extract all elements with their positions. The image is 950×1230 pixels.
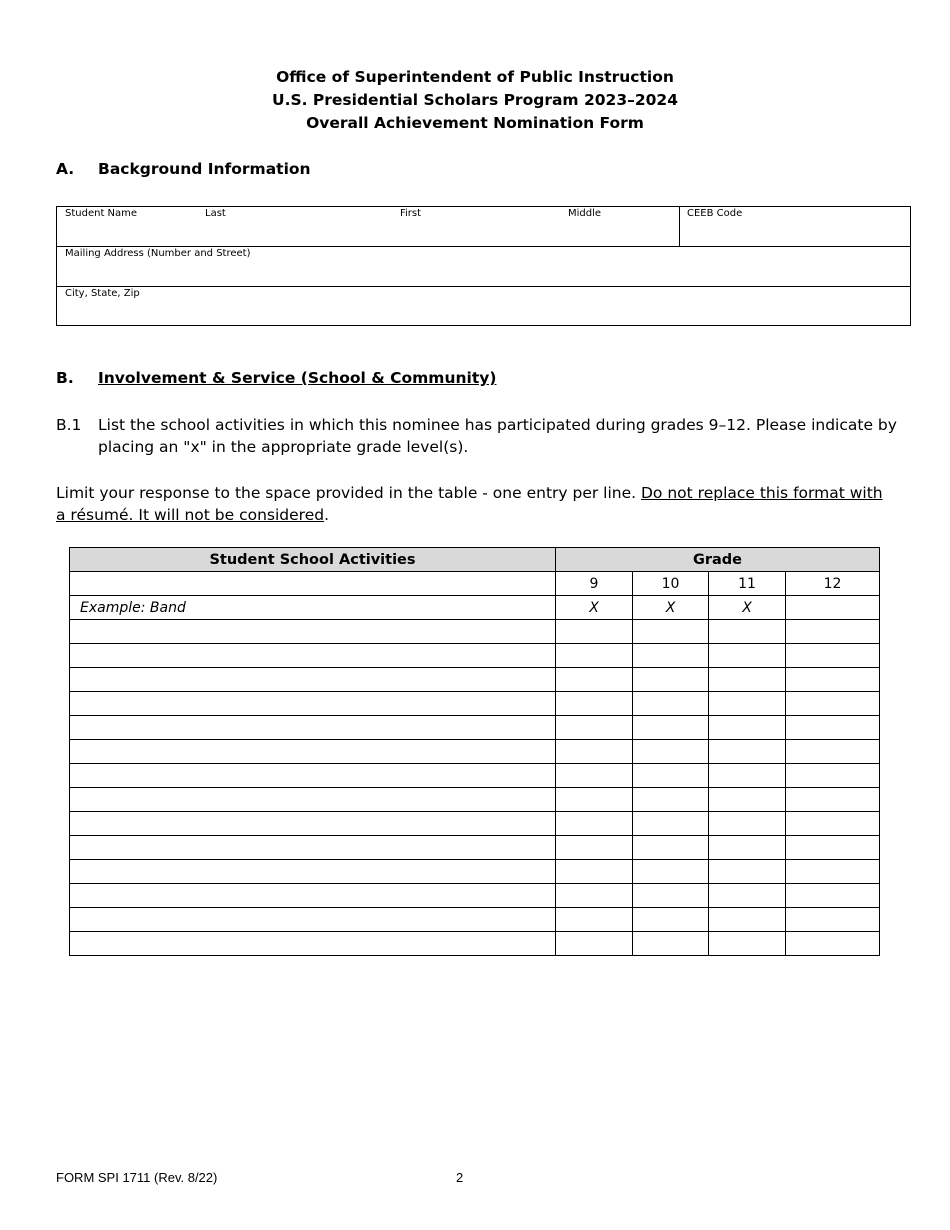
grade-12-cell[interactable] (786, 812, 880, 836)
middle-name-label: Middle (568, 208, 602, 219)
background-info-box (56, 206, 911, 326)
grade-9-cell[interactable] (556, 692, 633, 716)
grade-11-cell[interactable] (709, 644, 786, 668)
mailing-row (57, 247, 910, 287)
grade-12-cell[interactable] (786, 716, 880, 740)
grade-11-cell[interactable] (709, 908, 786, 932)
grade-12-cell[interactable] (786, 740, 880, 764)
grade-12-cell[interactable] (786, 764, 880, 788)
example-grade-9: X (556, 596, 633, 620)
grade-12-header: 12 (786, 572, 880, 596)
grade-12-cell[interactable] (786, 620, 880, 644)
grade-number-row (70, 572, 880, 596)
activity-row (70, 764, 880, 788)
activity-row (70, 644, 880, 668)
activity-row (70, 812, 880, 836)
city-row (57, 287, 910, 325)
grade-12-cell[interactable] (786, 692, 880, 716)
grade-9-cell[interactable] (556, 620, 633, 644)
name-row (57, 207, 910, 247)
activity-cell[interactable] (70, 644, 556, 668)
grade-10-cell[interactable] (633, 644, 709, 668)
grade-10-cell[interactable] (633, 740, 709, 764)
grade-11-cell[interactable] (709, 932, 786, 956)
grade-11-cell[interactable] (709, 884, 786, 908)
limit-instructions (56, 482, 896, 526)
grade-11-cell[interactable] (709, 788, 786, 812)
activity-cell[interactable] (70, 620, 556, 644)
activity-row (70, 860, 880, 884)
activity-cell[interactable] (70, 668, 556, 692)
first-name-label: First (400, 208, 422, 219)
form-number: FORM SPI 1711 (Rev. 8/22) (56, 1170, 218, 1185)
grade-11-cell[interactable] (709, 812, 786, 836)
activity-row (70, 620, 880, 644)
grade-10-cell[interactable] (633, 620, 709, 644)
grade-9-header: 9 (556, 572, 633, 596)
grade-10-cell[interactable] (633, 884, 709, 908)
grade-12-cell[interactable] (786, 908, 880, 932)
grade-10-cell[interactable] (633, 788, 709, 812)
activity-cell[interactable] (70, 716, 556, 740)
grade-10-cell[interactable] (633, 836, 709, 860)
grade-11-cell[interactable] (709, 692, 786, 716)
example-grade-10: X (633, 596, 709, 620)
grade-11-cell[interactable] (709, 860, 786, 884)
grade-10-cell[interactable] (633, 932, 709, 956)
activity-cell[interactable] (70, 836, 556, 860)
grade-11-cell[interactable] (709, 668, 786, 692)
activity-cell[interactable] (70, 860, 556, 884)
activity-row (70, 884, 880, 908)
grade-10-cell[interactable] (633, 692, 709, 716)
activity-row (70, 908, 880, 932)
grade-10-cell[interactable] (633, 668, 709, 692)
example-grade-11: X (709, 596, 786, 620)
grade-11-cell[interactable] (709, 836, 786, 860)
example-activity: Example: Band (70, 596, 556, 620)
section-b-letter: B. (56, 369, 74, 387)
grade-11-header: 11 (709, 572, 786, 596)
limit-warning: Do not replace this format with a résumé. It will not be considered (56, 484, 883, 524)
activity-row (70, 668, 880, 692)
grade-12-cell[interactable] (786, 788, 880, 812)
grade-9-cell[interactable] (556, 764, 633, 788)
activity-cell[interactable] (70, 764, 556, 788)
grade-10-cell[interactable] (633, 764, 709, 788)
grade-10-cell[interactable] (633, 812, 709, 836)
last-name-label: Last (205, 208, 226, 219)
grade-10-cell[interactable] (633, 908, 709, 932)
example-grade-12 (786, 596, 880, 620)
grade-11-cell[interactable] (709, 764, 786, 788)
activities-column-header: Student School Activities (70, 548, 556, 572)
grade-9-cell[interactable] (556, 860, 633, 884)
grade-10-cell[interactable] (633, 860, 709, 884)
activity-cell[interactable] (70, 788, 556, 812)
grade-row-blank-cell (70, 572, 556, 596)
activities-table (69, 547, 880, 956)
mailing-address-label: Mailing Address (Number and Street) (65, 248, 251, 259)
activity-row (70, 716, 880, 740)
activity-row (70, 740, 880, 764)
grade-9-cell[interactable] (556, 812, 633, 836)
title-line-2: U.S. Presidential Scholars Program 2023–2024 (271, 91, 678, 109)
section-a-letter: A. (56, 160, 75, 178)
grade-9-cell[interactable] (556, 668, 633, 692)
grade-10-header: 10 (633, 572, 709, 596)
city-state-zip-label: City, State, Zip (65, 288, 140, 299)
grade-9-cell[interactable] (556, 740, 633, 764)
student-name-label: Student Name (65, 208, 138, 219)
grade-9-cell[interactable] (556, 908, 633, 932)
grade-12-cell[interactable] (786, 644, 880, 668)
example-row (70, 596, 880, 620)
grade-9-cell[interactable] (556, 644, 633, 668)
section-b-title: Involvement & Service (School & Community) (98, 369, 497, 387)
grade-12-cell[interactable] (786, 932, 880, 956)
grade-column-header: Grade (556, 548, 880, 572)
activity-cell[interactable] (70, 692, 556, 716)
grade-11-cell[interactable] (709, 620, 786, 644)
grade-9-cell[interactable] (556, 836, 633, 860)
title-line-3: Overall Achievement Nomination Form (306, 114, 644, 132)
activity-cell[interactable] (70, 908, 556, 932)
grade-12-cell[interactable] (786, 860, 880, 884)
grade-9-cell[interactable] (556, 932, 633, 956)
limit-text: Limit your response to the space provided in the table - one entry per line. (56, 484, 641, 502)
limit-end: . (324, 506, 330, 524)
grade-9-cell[interactable] (556, 716, 633, 740)
grade-11-cell[interactable] (709, 716, 786, 740)
grade-10-cell[interactable] (633, 716, 709, 740)
ceeb-code-label: CEEB Code (687, 208, 743, 219)
grade-12-cell[interactable] (786, 668, 880, 692)
section-a-title: Background Information (98, 160, 311, 178)
grade-9-cell[interactable] (556, 788, 633, 812)
activity-row (70, 932, 880, 956)
activity-cell[interactable] (70, 740, 556, 764)
grade-12-cell[interactable] (786, 836, 880, 860)
grade-11-cell[interactable] (709, 740, 786, 764)
activity-cell[interactable] (70, 812, 556, 836)
ceeb-divider (679, 207, 680, 246)
title-line-1: Office of Superintendent of Public Instruction (276, 68, 674, 86)
activity-row (70, 692, 880, 716)
activity-cell[interactable] (70, 884, 556, 908)
grade-9-cell[interactable] (556, 884, 633, 908)
b1-number: B.1 (56, 416, 82, 434)
activity-row (70, 788, 880, 812)
activity-cell[interactable] (70, 932, 556, 956)
b1-instructions: List the school activities in which this nominee has participated during grades 9–12. Please indicate by placing an "x" in the appropriate grade level(s). (98, 416, 897, 456)
activity-row (70, 836, 880, 860)
grade-12-cell[interactable] (786, 884, 880, 908)
page-number: 2 (456, 1170, 464, 1185)
